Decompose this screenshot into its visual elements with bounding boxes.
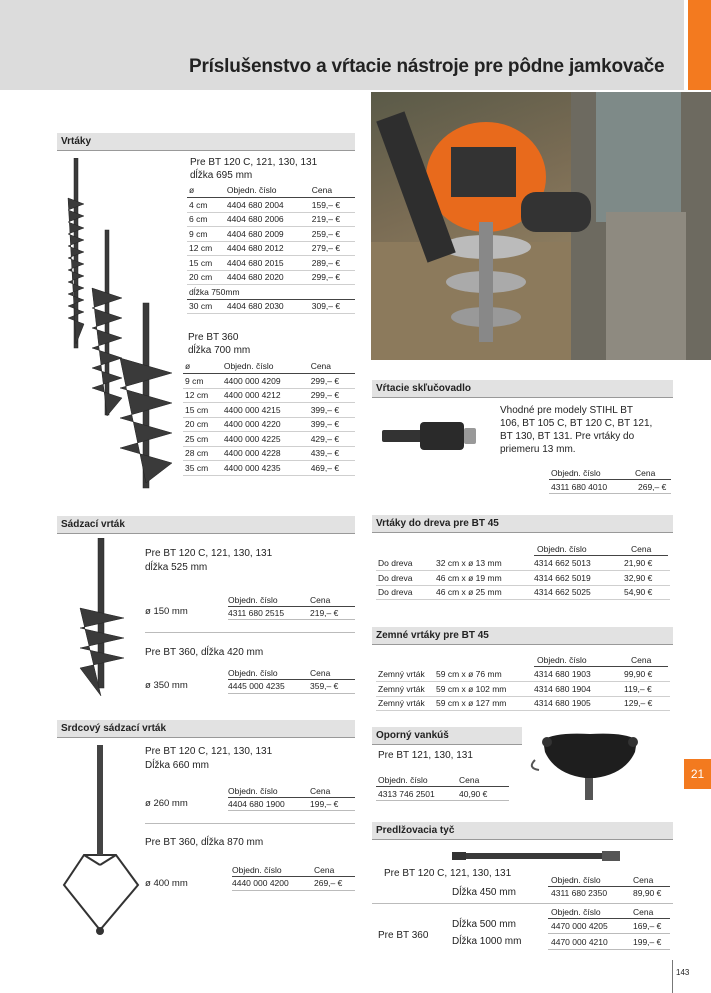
divider: [145, 823, 355, 824]
srdcovy-a-order: 4404 680 1900: [228, 799, 285, 809]
sadzaci-a-dia: ø 150 mm: [145, 606, 188, 617]
predl-a-length: Dĺžka 450 mm: [452, 887, 516, 898]
srdcovy-a-price: 199,– €: [310, 799, 339, 809]
predl-b-price2: 199,– €: [633, 937, 662, 947]
bt360-price-table: ø Objedn. číslo Cena 9 cm 4400 000 4209 299,– € 12 cm 4400 000 4212 299,– € 15 cm 4400 000 4215 399,– € 20 cm 4400 000 4220 399,– € 25 cm 4400 000 4225 429,– € 28 cm 4400 000 4228 439,– € 35 cm 4400 000 4235 469,– €: [183, 359, 355, 476]
col-dia: ø: [189, 185, 195, 195]
divider: [549, 493, 671, 494]
section-heading-predlzovacia: Predlžovacia tyč: [372, 822, 673, 840]
srdcovy-b-models: Pre BT 360, dĺžka 870 mm: [145, 837, 264, 848]
col-price: Cena: [310, 786, 331, 796]
divider: [548, 933, 670, 934]
srdcovy-a-models: Pre BT 120 C, 121, 130, 131: [145, 746, 273, 757]
oporny-price: 40,90 €: [459, 789, 488, 799]
table-row: Zemný vrták 59 cm x ø 76 mm 4314 680 1903 99,90 €: [376, 667, 670, 682]
col-order: Objedn. číslo: [378, 775, 428, 785]
table-row: 12 cm 4400 000 4212 299,– €: [183, 388, 355, 403]
col-order: Objedn. číslo: [551, 468, 601, 478]
divider: [228, 619, 355, 620]
predl-b-models: Pre BT 360: [378, 930, 429, 941]
section-heading-vrtaky: Vrtáky: [57, 133, 355, 151]
divider: [376, 800, 509, 801]
table-row: Zemný vrták 59 cm x ø 127 mm 4314 680 1905 129,– €: [376, 696, 670, 711]
sadzaci-a-order: 4311 680 2515: [228, 608, 285, 618]
sklucovadlo-desc-line: BT 130, BT 131. Pre vrtáky do: [500, 431, 635, 442]
predl-a-models: Pre BT 120 C, 121, 130, 131: [384, 868, 512, 879]
sadzaci-b-price: 359,– €: [310, 681, 339, 691]
table-row: 9 cm 4404 680 2009 259,– €: [187, 227, 355, 242]
oporny-models: Pre BT 121, 130, 131: [378, 750, 473, 761]
predl-b-length2: Dĺžka 1000 mm: [452, 936, 522, 947]
table-row: 15 cm 4400 000 4215 399,– €: [183, 403, 355, 418]
table-row: 20 cm 4404 680 2020 299,– €: [187, 270, 355, 285]
predl-b-order1: 4470 000 4205: [551, 921, 608, 931]
sadzaci-a-price: 219,– €: [310, 608, 339, 618]
chapter-tab: 21: [684, 759, 711, 789]
divider: [228, 810, 355, 811]
bt120-models: Pre BT 120 C, 121, 130, 131: [190, 157, 318, 168]
table-row: 9 cm 4400 000 4209 299,– €: [183, 374, 355, 389]
drill-chuck-image: [380, 418, 480, 454]
section-heading-srdcovy: Srdcový sádzací vrták: [57, 720, 355, 738]
divider: [548, 949, 670, 950]
divider: [145, 632, 355, 633]
table-row: dĺžka 750mm: [187, 285, 355, 300]
col-price: Cena: [459, 775, 480, 785]
heart-auger-image: [62, 745, 142, 940]
bt360-models: Pre BT 360: [188, 332, 239, 343]
predl-b-length1: Dĺžka 500 mm: [452, 919, 516, 930]
col-price: Cena: [310, 668, 331, 678]
auger-drills-image: [62, 158, 182, 493]
table-row: 20 cm 4400 000 4220 399,– €: [183, 417, 355, 432]
table-row: 6 cm 4404 680 2006 219,– €: [187, 212, 355, 227]
table-row: Zemný vrták 59 cm x ø 102 mm 4314 680 1904 119,– €: [376, 682, 670, 697]
divider: [376, 786, 509, 787]
section-heading-drevo: Vrtáky do dreva pre BT 45: [372, 515, 673, 533]
table-row: 28 cm 4400 000 4228 439,– €: [183, 446, 355, 461]
sadzaci-b-models: Pre BT 360, dĺžka 420 mm: [145, 647, 264, 658]
col-order: Objedn. číslo: [537, 544, 587, 554]
col-price: Cena: [633, 875, 654, 885]
table-row: 4 cm 4404 680 2004 159,– €: [187, 198, 355, 213]
srdcovy-b-order: 4440 000 4200: [232, 878, 289, 888]
col-order: Objedn. číslo: [228, 668, 278, 678]
col-price: Cena: [631, 544, 652, 554]
col-price: Cena: [633, 907, 654, 917]
srdcovy-b-price: 269,– €: [314, 878, 343, 888]
extension-rod-image: [452, 849, 622, 863]
page-title: Príslušenstvo a vŕtacie nástroje pre pôdne jamkovače: [189, 56, 665, 77]
bt120-length: dĺžka 695 mm: [190, 170, 253, 181]
page-number-divider: [672, 960, 673, 993]
table-row: 35 cm 4400 000 4235 469,– €: [183, 461, 355, 476]
sadzaci-a-models: Pre BT 120 C, 121, 130, 131: [145, 548, 273, 559]
sklucovadlo-desc-line: Vhodné pre modely STIHL BT: [500, 405, 634, 416]
table-row: 30 cm 4404 680 2030 309,– €: [187, 299, 355, 314]
divider: [228, 693, 355, 694]
col-order: Objedn. číslo: [228, 595, 278, 605]
sadzaci-a-length: dĺžka 525 mm: [145, 562, 208, 573]
sklucovadlo-desc-line: 106, BT 105 C, BT 120 C, BT 121,: [500, 418, 653, 429]
table-row: Do dreva 46 cm x ø 25 mm 4314 662 5025 54,90 €: [376, 585, 670, 600]
divider: [548, 918, 670, 919]
srdcovy-a-dia: ø 260 mm: [145, 798, 188, 809]
srdcovy-b-dia: ø 400 mm: [145, 878, 188, 889]
col-order: Objedn. číslo: [551, 907, 601, 917]
divider: [232, 890, 355, 891]
page-number: 143: [676, 968, 690, 977]
col-price: Cena: [310, 595, 331, 605]
drevo-table: [376, 556, 670, 600]
predl-a-price: 89,90 €: [633, 888, 662, 898]
brand-strip: [688, 0, 711, 90]
col-order: Objedn. číslo: [551, 875, 601, 885]
srdcovy-a-length: Dĺžka 660 mm: [145, 760, 209, 771]
sklucovadlo-price: 269,– €: [638, 482, 667, 492]
bt120-price-table: [187, 183, 355, 314]
divider: [372, 903, 673, 904]
table-row: Do dreva 32 cm x ø 13 mm 4314 662 5013 21,90 €: [376, 556, 670, 571]
col-order: Objedn. číslo: [226, 185, 277, 195]
sklucovadlo-desc-line: priemeru 13 mm.: [500, 444, 576, 455]
predl-b-price1: 169,– €: [633, 921, 662, 931]
predl-a-order: 4311 680 2350: [551, 888, 608, 898]
predl-b-order2: 4470 000 4210: [551, 937, 608, 947]
table-row: Do dreva 46 cm x ø 19 mm 4314 662 5019 32,90 €: [376, 571, 670, 586]
sadzaci-b-order: 4445 000 4235: [228, 681, 285, 691]
section-heading-zemne: Zemné vrtáky pre BT 45: [372, 627, 673, 645]
sadzaci-b-dia: ø 350 mm: [145, 680, 188, 691]
col-price: Cena: [311, 185, 333, 195]
col-order: Objedn. číslo: [228, 786, 278, 796]
col-price: Cena: [635, 468, 656, 478]
col-price: Cena: [314, 865, 335, 875]
table-row: 25 cm 4400 000 4225 429,– €: [183, 432, 355, 447]
oporny-order: 4313 746 2501: [378, 789, 435, 799]
col-order: Objedn. číslo: [537, 655, 587, 665]
table-row: 15 cm 4404 680 2015 289,– €: [187, 256, 355, 271]
table-row: 12 cm 4404 680 2012 279,– €: [187, 241, 355, 256]
product-photo: [371, 92, 711, 360]
planting-auger-image: [78, 538, 128, 700]
section-heading-oporny: Oporný vankúš: [372, 727, 522, 745]
col-price: Cena: [631, 655, 652, 665]
sklucovadlo-order: 4311 680 4010: [551, 482, 608, 492]
zemne-table: [376, 667, 670, 711]
col-order: Objedn. číslo: [232, 865, 282, 875]
section-heading-sklucovadlo: Vŕtacie skľučovadlo: [372, 380, 673, 398]
bt360-length: dĺžka 700 mm: [188, 345, 251, 356]
divider: [549, 479, 671, 480]
section-heading-sadzaci: Sádzací vrták: [57, 516, 355, 534]
support-cushion-image: [525, 730, 655, 802]
